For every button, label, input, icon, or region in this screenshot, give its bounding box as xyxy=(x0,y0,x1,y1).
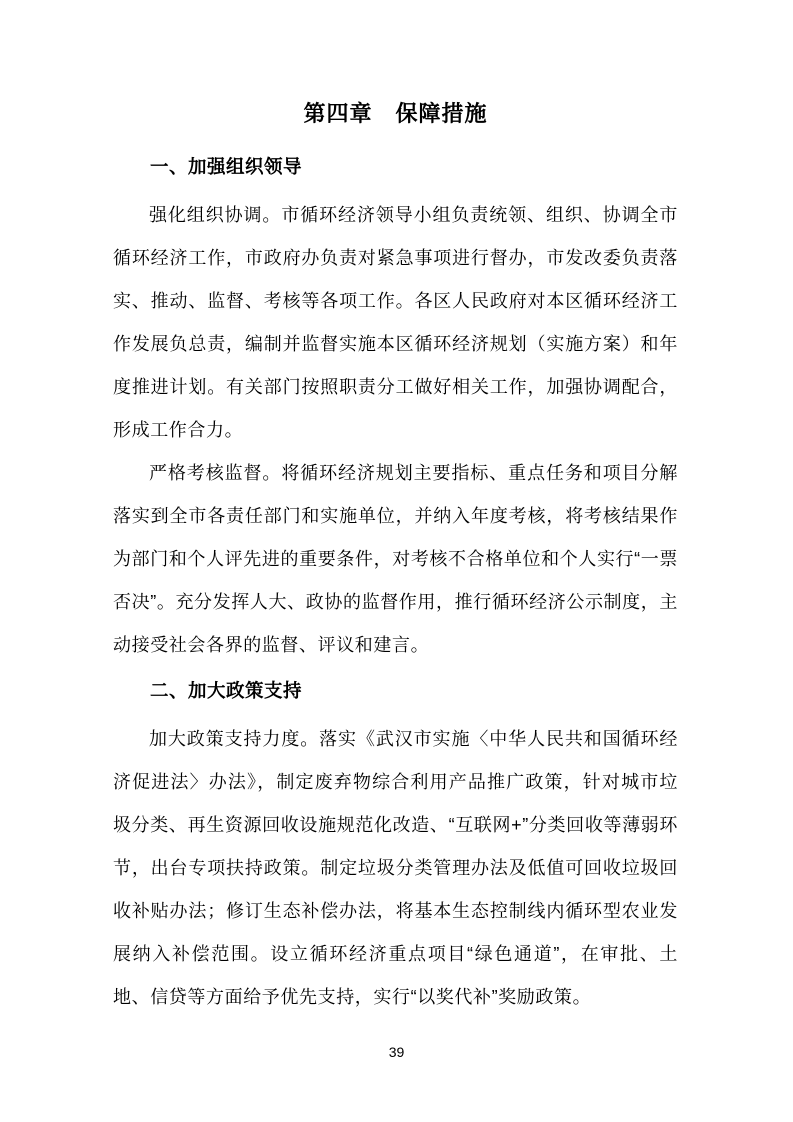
paragraph-increase-policy-support: 加大政策支持力度。落实《武汉市实施〈中华人民共和国循环经济促进法〉办法》，制定废弃物综合利用产品推广政策，针对城市垃圾分类、再生资源回收设施规范化改造、“互联网+”分类回收等薄弱环节，出台专项扶持政策。制定垃圾分类管理办法及低值可回收垃圾回收补贴办法；修订生态补偿办法，将基本生态控制线内循环型农业发展纳入补偿范围。设立循环经济重点项目“绿色通道”，在审批、土地、信贷等方面给予优先支持，实行“以奖代补”奖励政策。 xyxy=(113,729,678,1007)
page-number: 39 xyxy=(388,1044,405,1060)
section-heading-organization-leadership: 一、加强组织领导 xyxy=(150,156,303,177)
paragraph-strict-assessment-supervision: 严格考核监督。将循环经济规划主要指标、重点任务和项目分解落实到全市各责任部门和实施单位，并纳入年度考核，将考核结果作为部门和个人评先进的重要条件，对考核不合格单位和个人实行“一票否决”。充分发挥人大、政协的监督作用，推行循环经济公示制度，主动接受社会各界的监督、评议和建言。 xyxy=(113,463,678,655)
section-heading-policy-support: 二、加大政策支持 xyxy=(150,680,303,701)
chapter-title: 第四章 保障措施 xyxy=(303,101,488,126)
paragraph-strengthen-coordination: 强化组织协调。市循环经济领导小组负责统领、组织、协调全市循环经济工作，市政府办负责对紧急事项进行督办，市发改委负责落实、推动、监督、考核等各项工作。各区人民政府对本区循环经济工作发展负总责，编制并监督实施本区循环经济规划（实施方案）和年度推进计划。有关部门按照职责分工做好相关工作，加强协调配合，形成工作合力。 xyxy=(113,205,678,440)
